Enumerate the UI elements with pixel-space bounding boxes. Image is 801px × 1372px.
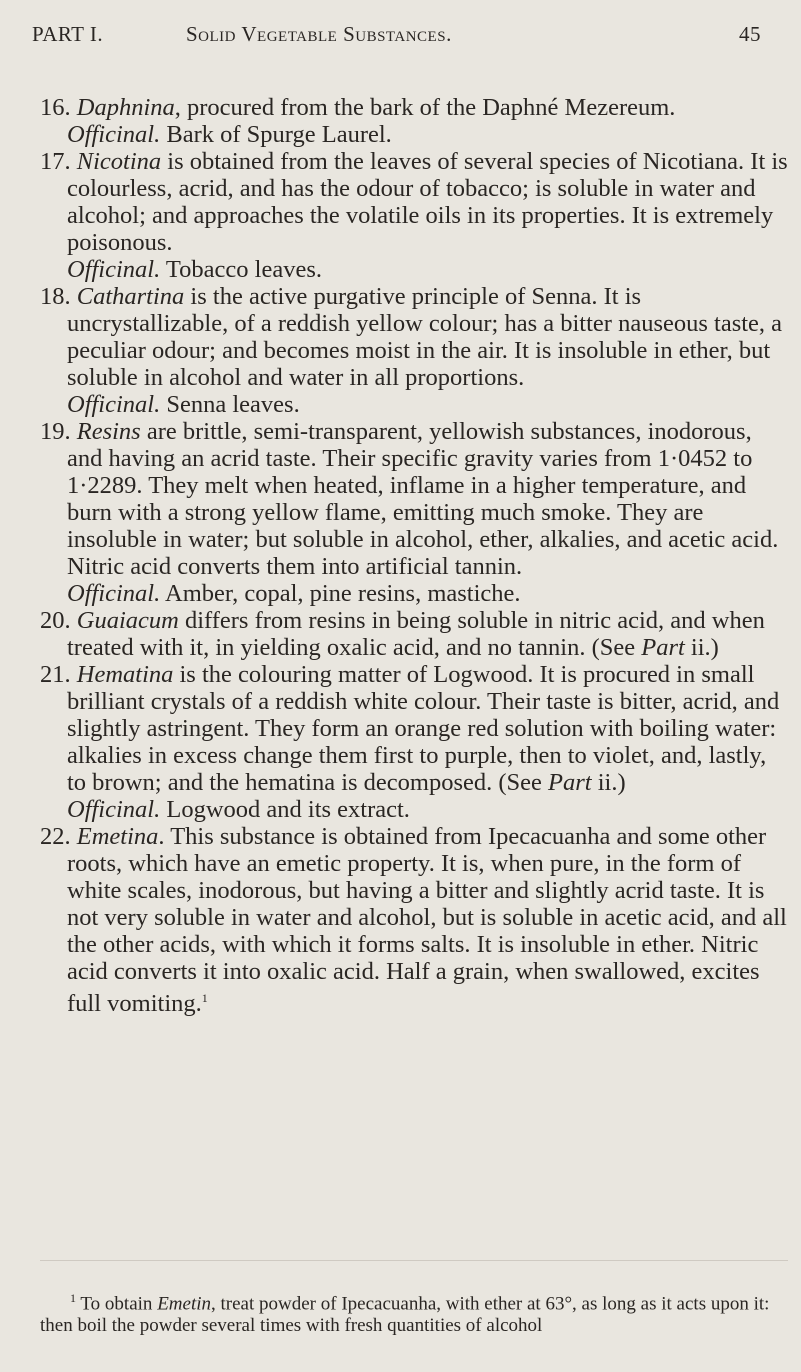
- entry-number: 18.: [40, 283, 71, 310]
- officinal-text: Bark of Spurge Laurel.: [166, 121, 392, 148]
- footnote-italic: Emetin: [157, 1293, 212, 1315]
- footnote: [40, 1287, 788, 1337]
- entry-20: [40, 607, 788, 661]
- entry-21: [40, 661, 788, 796]
- footnote-divider: [40, 1260, 788, 1261]
- entry-name: Hematina: [76, 661, 174, 688]
- entry-text-after: ii.): [684, 634, 719, 661]
- entry-17: [40, 148, 788, 256]
- entry-name: Resins: [76, 418, 141, 445]
- officinal-17: [40, 256, 788, 283]
- body-text: [40, 94, 788, 1017]
- officinal-text: Tobacco leaves.: [165, 256, 323, 283]
- entry-name: Daphnina: [76, 94, 175, 121]
- officinal-text: Amber, copal, pine resins, mastiche.: [165, 580, 521, 607]
- footnote-marker: 1: [201, 991, 208, 1005]
- officinal-16: [40, 121, 788, 148]
- officinal-21: [40, 796, 788, 823]
- entry-22: [40, 823, 788, 1017]
- entry-19: [40, 418, 788, 580]
- part-reference: Part: [641, 634, 685, 661]
- entry-text: differs from resins in being soluble in nitric acid, and when treated with it, in yielding oxalic acid, and no tannin. (See: [67, 607, 765, 661]
- officinal-label: Officinal.: [67, 796, 161, 823]
- officinal-label: Officinal.: [67, 121, 161, 148]
- entry-text: are brittle, semi-transparent, yellowish substances, inodorous, and having an acrid taste. Their specific gravity varies from 1·0452 to 1·2289. They melt when heated, inflame in a higher temperature, and burn with a strong yellow flame, emitting much smoke. They are insoluble in water; but soluble in alcohol, ether, alkalies, and acetic acid. Nitric acid converts them into artificial tannin.: [67, 418, 779, 580]
- entry-text: is obtained from the leaves of several species of Nicotiana. It is colourless, acrid, and has the odour of tobacco; is soluble in water and alcohol; and approaches the volatile oils in its properties. It is extremely poisonous.: [67, 148, 788, 256]
- entry-16: [40, 94, 788, 121]
- footnote-number: 1: [70, 1291, 76, 1305]
- entry-number: 16.: [40, 94, 71, 121]
- footnote-text-after: , treat powder of Ipecacuanha, with ether at 63°, as long as it acts upon it: then boil the powder several times with fresh quantities of alcohol: [40, 1293, 770, 1337]
- officinal-label: Officinal.: [67, 256, 161, 283]
- officinal-label: Officinal.: [67, 391, 161, 418]
- header-part: PART I.: [32, 22, 104, 46]
- officinal-19: [40, 580, 788, 607]
- footnote-text: To obtain: [76, 1293, 158, 1315]
- entry-number: 20.: [40, 607, 71, 634]
- entry-name: Cathartina: [76, 283, 185, 310]
- entry-number: 17.: [40, 148, 71, 175]
- running-header: [32, 10, 761, 50]
- entry-text-after: ii.): [591, 769, 626, 796]
- officinal-text: Senna leaves.: [166, 391, 300, 418]
- officinal-text: Logwood and its extract.: [166, 796, 410, 823]
- part-reference: Part: [548, 769, 592, 796]
- entry-text: . This substance is obtained from Ipecacuanha and some other roots, which have an emetic property. It is, when pure, in the form of white scales, inodorous, but having a bitter and slightly acrid taste. It is not very soluble in water and alcohol, but is soluble in acetic acid, and all the other acids, with which it forms salts. It is insoluble in ether. Nitric acid converts it into oxalic acid. Half a grain, when swallowed, excites full vomiting.: [67, 823, 787, 1018]
- entry-text: , procured from the bark of the Daphné Mezereum.: [174, 94, 676, 121]
- entry-name: Emetina: [76, 823, 159, 850]
- header-title: Solid Vegetable Substances.: [186, 22, 452, 46]
- entry-18: [40, 283, 788, 391]
- page-number: 45: [739, 22, 761, 46]
- entry-number: 19.: [40, 418, 71, 445]
- entry-name: Nicotina: [76, 148, 162, 175]
- entry-number: 21.: [40, 661, 71, 688]
- officinal-label: Officinal.: [67, 580, 161, 607]
- entry-number: 22.: [40, 823, 71, 850]
- officinal-18: [40, 391, 788, 418]
- entry-text: is the active purgative principle of Senna. It is uncrystallizable, of a reddish yellow colour; has a bitter nauseous taste, a peculiar odour; and becomes moist in the air. It is insoluble in ether, but soluble in alcohol and water in all proportions.: [67, 283, 783, 391]
- entry-text: is the colouring matter of Logwood. It is procured in small brilliant crystals of a reddish white colour. Their taste is bitter, acrid, and slightly astringent. They form an orange red solution with boiling water: alkalies in excess change them first to purple, then to violet, and, lastly, to brown; and the hematina is decomposed. (See: [67, 661, 780, 796]
- entry-name: Guaiacum: [76, 607, 179, 634]
